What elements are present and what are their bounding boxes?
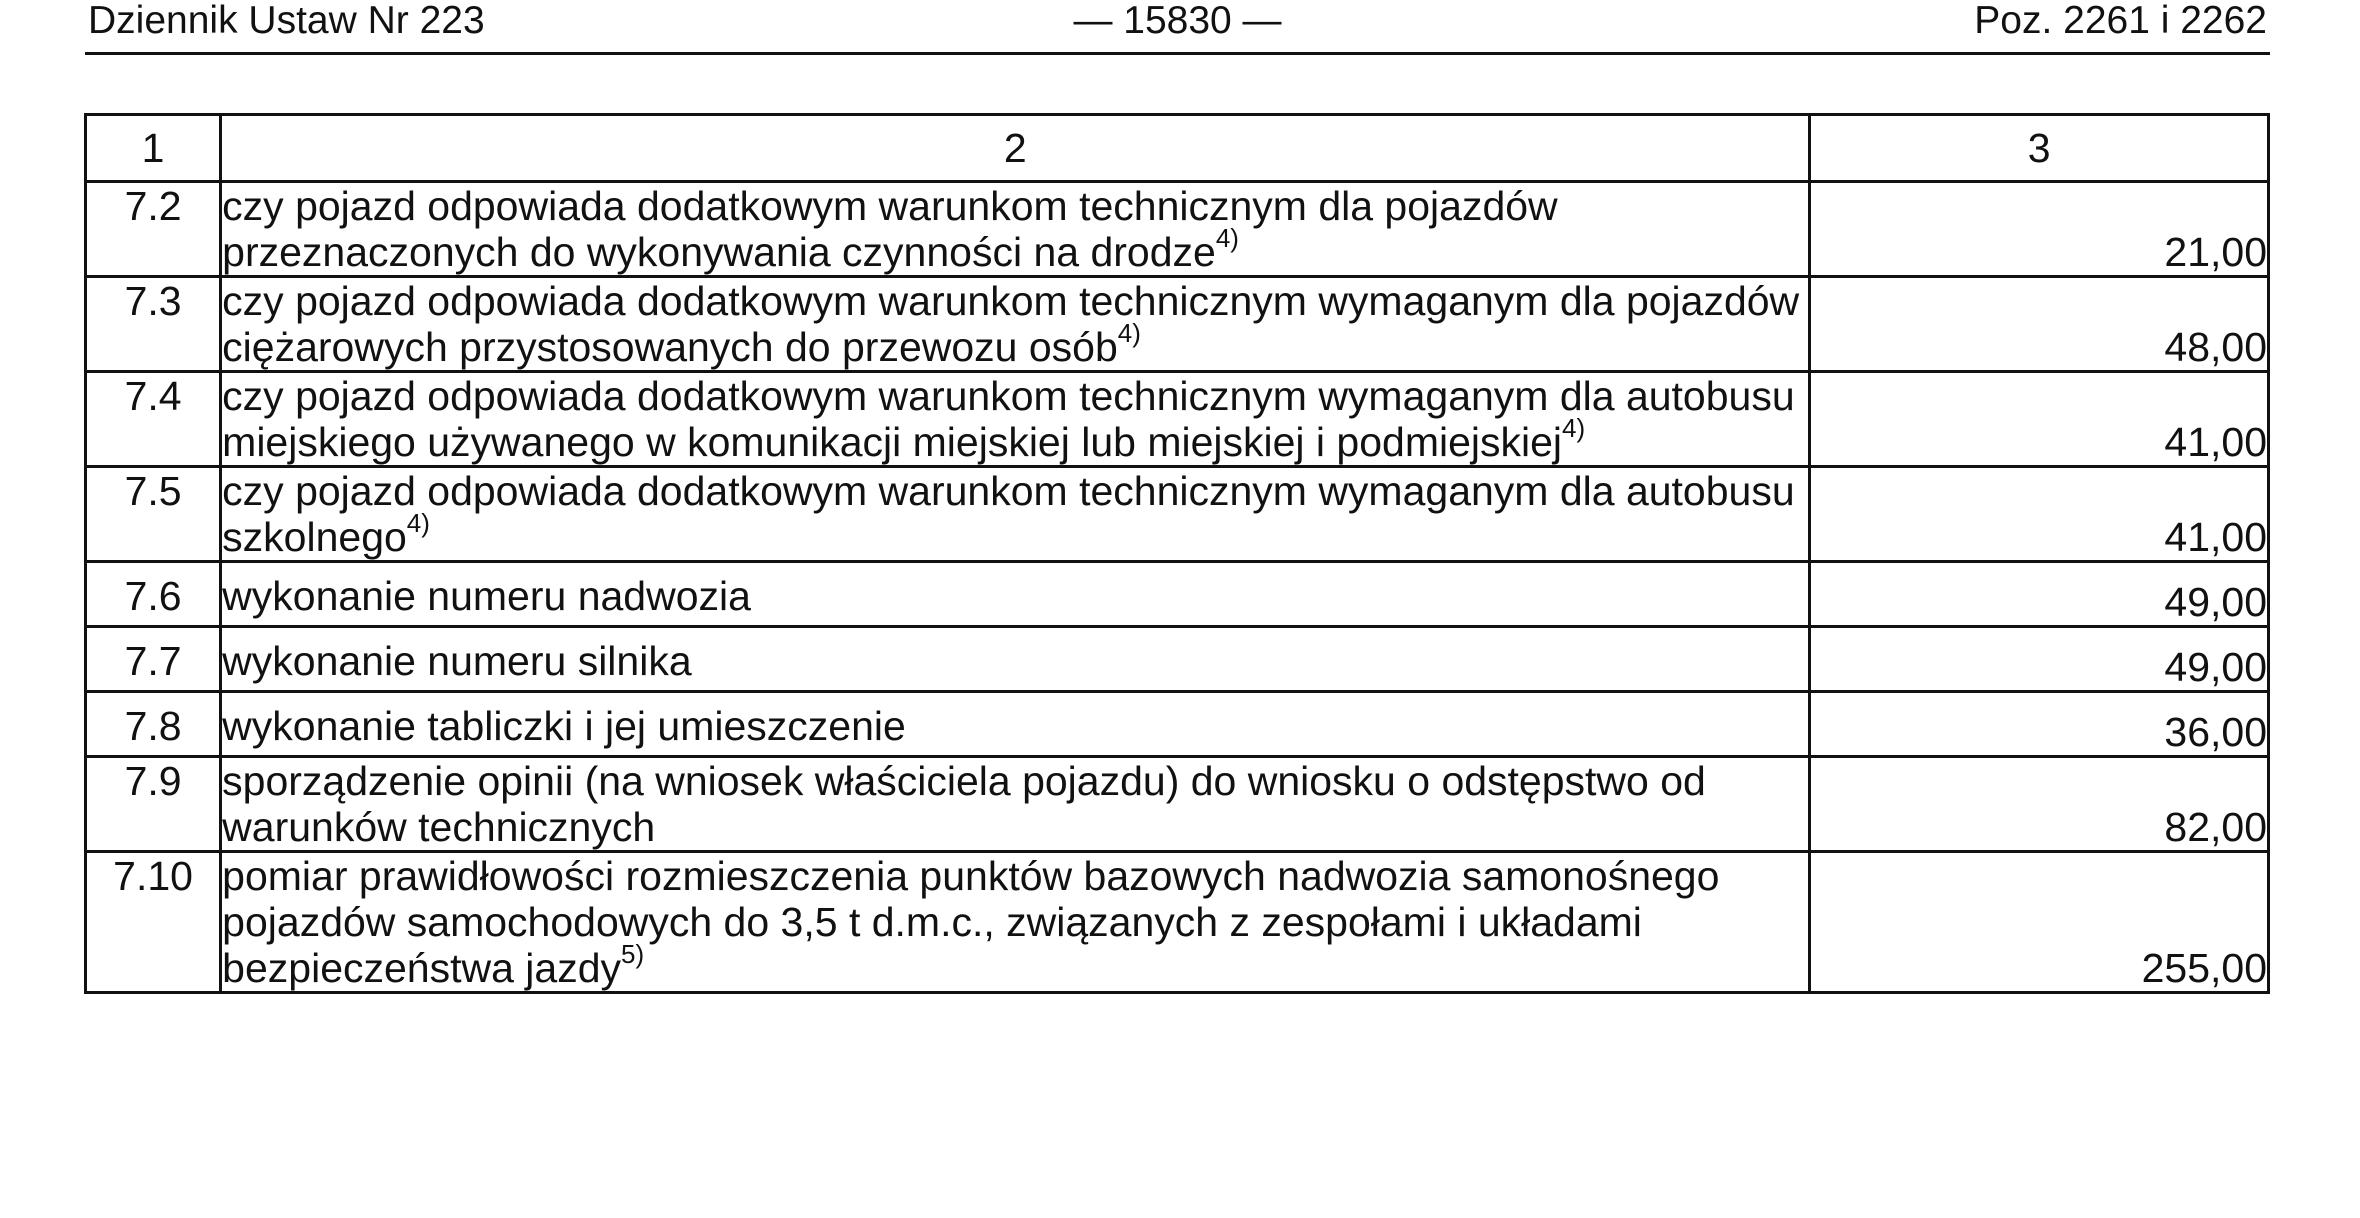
row-number: 7.4 [86,372,221,467]
row-description [221,372,1810,467]
row-description [221,182,1810,277]
row-description [221,277,1810,372]
row-description [221,692,1810,757]
row-description-text: czy pojazd odpowiada dodatkowym warunkom technicznym wymaganym dla autobusu szkolnego [222,468,1795,560]
table-row [86,467,2269,562]
row-fee: 36,00 [1810,692,2269,757]
column-header-number: 1 [86,115,221,182]
row-description-text: wykonanie numeru silnika [222,638,692,684]
row-number: 7.6 [86,562,221,627]
column-header-description: 2 [221,115,1810,182]
position-reference: Poz. 2261 i 2262 [1974,0,2267,42]
table-row [86,277,2269,372]
table-row [86,692,2269,757]
row-description [221,627,1810,692]
row-fee: 255,00 [1810,852,2269,993]
row-fee: 41,00 [1810,467,2269,562]
row-description [221,852,1810,993]
row-number: 7.10 [86,852,221,993]
row-description-text: czy pojazd odpowiada dodatkowym warunkom technicznym wymaganym dla pojazdów ciężarowych przystosowanych do przewozu osób [222,278,1800,370]
row-description-text: wykonanie numeru nadwozia [222,573,751,619]
row-description-text: wykonanie tabliczki i jej umieszczenie [222,703,906,749]
row-description-text: czy pojazd odpowiada dodatkowym warunkom technicznym wymaganym dla autobusu miejskiego używanego w komunikacji miejskiej lub miejskiej i podmiejskiej [222,373,1795,465]
table-row [86,372,2269,467]
footnote-marker: 4) [1215,223,1239,254]
row-description-text: czy pojazd odpowiada dodatkowym warunkom technicznym dla pojazdów przeznaczonych do wykonywania czynności na drodze [222,183,1558,275]
row-fee: 49,00 [1810,627,2269,692]
table-row [86,852,2269,993]
journal-title: Dziennik Ustaw Nr 223 [88,0,485,42]
table-header-row [86,115,2269,182]
table-row [86,757,2269,852]
page-header [85,0,2270,55]
row-fee: 82,00 [1810,757,2269,852]
row-description [221,467,1810,562]
fee-table [84,113,2270,994]
row-description [221,562,1810,627]
row-fee: 49,00 [1810,562,2269,627]
footnote-marker: 4) [1562,413,1586,444]
table-row [86,182,2269,277]
row-description-text: pomiar prawidłowości rozmieszczenia punktów bazowych nadwozia samonośnego pojazdów samochodowych do 3,5 t d.m.c., związanych z zespołami i układami bezpieczeństwa jazdy [222,853,1720,991]
row-number: 7.9 [86,757,221,852]
row-description [221,757,1810,852]
footnote-marker: 4) [406,508,430,539]
row-number: 7.3 [86,277,221,372]
page-number: — 15830 — [1073,0,1282,42]
row-number: 7.8 [86,692,221,757]
row-fee: 21,00 [1810,182,2269,277]
row-description-text: sporządzenie opinii (na wniosek właściciela pojazdu) do wniosku o odstępstwo od warunków technicznych [222,758,1706,850]
row-fee: 41,00 [1810,372,2269,467]
row-number: 7.2 [86,182,221,277]
row-number: 7.5 [86,467,221,562]
row-number: 7.7 [86,627,221,692]
row-fee: 48,00 [1810,277,2269,372]
table-row [86,627,2269,692]
footnote-marker: 5) [621,939,645,970]
footnote-marker: 4) [1117,318,1141,349]
table-row [86,562,2269,627]
column-header-fee: 3 [1810,115,2269,182]
